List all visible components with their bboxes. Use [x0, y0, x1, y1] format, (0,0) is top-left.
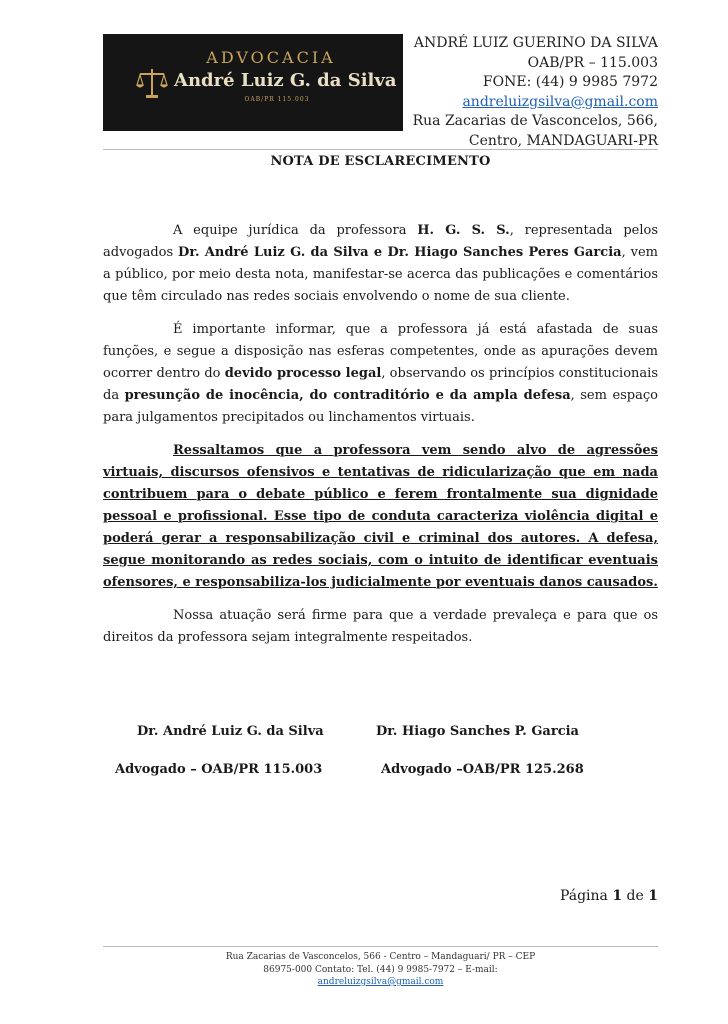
paragraph-2: É importante informar, que a professora já está afastada de suas funções, e segue a disposição nas esferas competentes, onde as apurações devem ocorrer dentro do devido processo legal, observando os princípios constitucionais da presunção de inocência, do contraditório e da ampla defesa, sem espaço para julgamentos precipitados ou linchamentos virtuais.	[103, 322, 658, 425]
header-phone: FONE: (44) 9 9985 7972	[482, 74, 658, 90]
document-title: NOTA DE ESCLARECIMENTO	[270, 154, 491, 169]
header-contact-block	[398, 34, 658, 151]
header-lawyer-name: ANDRÉ LUIZ GUERINO DA SILVA	[413, 35, 658, 51]
header-address-street: Rua Zacarias de Vasconcelos, 566,	[412, 113, 658, 129]
footer	[103, 951, 658, 989]
header-divider	[103, 149, 658, 150]
scales-of-justice-icon	[135, 65, 169, 101]
document-body	[103, 220, 658, 660]
footer-contact: 86975-000 Contato: Tel. (44) 9 9985-7972 – E-mail:	[263, 964, 498, 975]
logo-name-text: André Luiz G. da Silva	[174, 70, 397, 91]
header-oab: OAB/PR – 115.003	[527, 54, 658, 71]
signature-left-name: Dr. André Luiz G. da Silva	[137, 724, 324, 739]
header-address-city: Centro, MANDAGUARI-PR	[468, 132, 658, 149]
paragraph-4: Nossa atuação será firme para que a verdade prevaleça e para que os direitos da professora sejam integralmente respeitados.	[103, 608, 658, 645]
paragraph-1: A equipe jurídica da professora H. G. S. S., representada pelos advogados Dr. André Luiz G. da Silva e Dr. Hiago Sanches Peres Garcia, vem a público, por meio desta nota, manifestar-se acerca das publicações e comentários que têm circulado nas redes sociais envolvendo o nome de sua cliente.	[103, 223, 658, 304]
signature-right-role: Advogado –OAB/PR 125.268	[381, 762, 584, 777]
signature-left-role: Advogado – OAB/PR 115.003	[115, 762, 323, 777]
header-email-link[interactable]: andreluizgsilva@gmail.com	[462, 93, 658, 110]
logo-oab-text: OAB/PR 115.003	[244, 96, 310, 103]
page-number: Página 1 de 1	[559, 888, 658, 904]
footer-email-link[interactable]: andreluizgsilva@gmail.com	[317, 977, 444, 987]
paragraph-3-highlight: Ressaltamos que a professora vem sendo alvo de agressões virtuais, discursos ofensivos e tentativas de ridicularização que em nada contribuem para o debate público e ferem frontalmente sua dignidade pessoal e profissional. Esse tipo de conduta caracteriza violência digital e poderá gerar a responsabilização civil e criminal dos autores. A defesa, segue monitorando as redes sociais, com o intuito de identificar eventuais ofensores, e responsabiliza-los judicialmente por eventuais danos causados.	[103, 443, 658, 590]
footer-divider	[103, 946, 658, 947]
signature-right-name: Dr. Hiago Sanches P. Garcia	[376, 724, 579, 739]
logo-advocacia-text: ADVOCACIA	[206, 48, 336, 67]
footer-address: Rua Zacarias de Vasconcelos, 566 - Centro – Mandaguari/ PR – CEP	[225, 952, 536, 962]
